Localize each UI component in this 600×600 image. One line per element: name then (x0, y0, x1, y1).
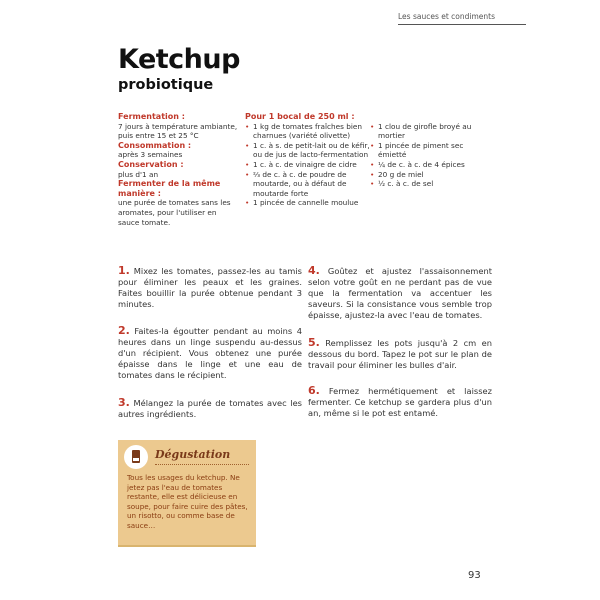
step-text: Remplissez les pots jusqu'à 2 cm en dessous du bord. Tapez le pot sur le plan de travail pour éliminer les bulles d'air. (308, 338, 492, 370)
running-header (398, 12, 526, 25)
tasting-rule (155, 464, 249, 465)
ingredient-item: • 1 clou de girofle broyé au mortier (370, 122, 490, 141)
ingredients-column-1 (245, 112, 370, 208)
jar-icon (132, 450, 140, 463)
step-number: 2. (118, 324, 130, 337)
step-text: Mélangez la purée de tomates avec les autres ingrédients. (118, 398, 302, 419)
step-number: 1. (118, 264, 130, 277)
recipe-subtitle: probiotique (118, 77, 214, 93)
step-6 (308, 385, 492, 419)
ingredient-item: • 1 kg de tomates fraîches bien charnues (variété olivette) (245, 122, 370, 141)
variante-text: une purée de tomates sans les aromates, pour l'utiliser en sauce tomate. (118, 198, 231, 227)
step-3 (118, 397, 302, 420)
variante-label: Fermenter de la même manière : (118, 179, 221, 198)
tasting-text: Tous les usages du ketchup. Ne jetez pas l'eau de tomates restante, elle est délicieuse en soupe, pour faire cuire des pâtes, un risotto, ou comme base de sauce… (127, 473, 248, 530)
step-number: 5. (308, 336, 320, 349)
step-text: Goûtez et ajustez l'assaisonnement selon votre goût en ne perdant pas de vue que la fermentation va accentuer les saveurs. Si la consistance vous semble trop épaisse, ajustez-la avec l'eau de tomates. (308, 266, 493, 320)
ingredient-item: • ½ c. à c. de sel (370, 179, 490, 189)
ingredient-item: • 1 pincée de piment sec émietté (370, 141, 490, 160)
recipe-title: Ketchup (118, 44, 240, 75)
ingredients-column-2 (370, 112, 490, 189)
step-number: 6. (308, 384, 320, 397)
conservation-label: Conservation : (118, 159, 184, 169)
ingredient-item: • ¼ de c. à c. de 4 épices (370, 160, 490, 170)
step-text: Mixez les tomates, passez-les au tamis pour éliminer les peaux et les graines. Faites bouillir la purée obtenue pendant 3 minutes. (118, 266, 303, 309)
step-2 (118, 325, 302, 381)
consommation-text: après 3 semaines (118, 150, 183, 160)
conservation-text: plus d'1 an (118, 169, 159, 179)
consommation-label: Consommation : (118, 140, 192, 150)
ingredient-item: • 20 g de miel (370, 170, 490, 180)
header-rule (398, 24, 526, 25)
step-number: 3. (118, 396, 130, 409)
step-number: 4. (308, 264, 320, 277)
step-text: Fermez hermétiquement et laissez fermenter. Ce ketchup se gardera plus d'un an, même si le pot est entamé. (308, 386, 492, 418)
tasting-title: Dégustation (155, 448, 231, 461)
fermentation-text: 7 jours à température ambiante, puis entre 15 et 25 °C (118, 121, 238, 141)
step-5 (308, 337, 492, 371)
info-column (118, 112, 238, 227)
ingredient-item: • 1 c. à s. de petit-lait ou de kéfir, ou de jus de lacto-fermentation (245, 141, 370, 160)
ingredient-item: • ⅔ de c. à c. de poudre de moutarde, ou à défaut de moutarde forte (245, 170, 370, 199)
step-1 (118, 265, 302, 310)
ingredients-label: Pour 1 bocal de 250 ml : (245, 112, 355, 121)
ingredient-item: • 1 c. à c. de vinaigre de cidre (245, 160, 370, 170)
tasting-box (118, 440, 256, 547)
page-number: 93 (468, 570, 481, 581)
step-text: Faites-la égoutter pendant au moins 4 heures dans un linge suspendu au-dessus d'un récipient. Vous obtenez une purée épaisse dans le linge et une eau de tomates dans le récipient. (118, 326, 302, 380)
step-4 (308, 265, 492, 321)
jar-icon-circle (124, 445, 148, 469)
ingredient-item: • 1 pincée de cannelle moulue (245, 198, 370, 208)
section-title: Les sauces et condiments (398, 12, 496, 21)
fermentation-label: Fermentation : (118, 112, 185, 121)
